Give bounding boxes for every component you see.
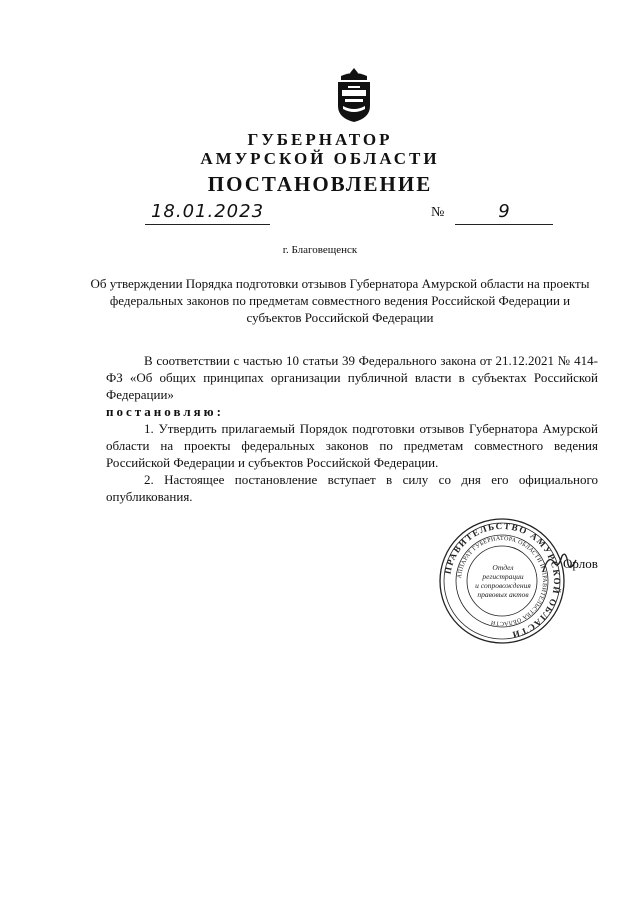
- seal-center-line-1: Отдел: [492, 563, 514, 572]
- seal-center-text: [470, 563, 536, 599]
- seal-center-line-3: и сопровождения: [475, 581, 531, 590]
- signer-name: Орлов: [563, 556, 598, 571]
- city-line: г. Благовещенск: [282, 244, 358, 256]
- seal-inner-text: АППАРАТ ГУБЕРНАТОРА ОБЛАСТИ И ПРАВИТЕЛЬСТВА ОБЛАСТИ: [457, 535, 548, 627]
- seal-center-line-2: регистрации: [482, 572, 524, 581]
- document-number: 9: [455, 200, 553, 225]
- decree-word: постановляю:: [106, 404, 224, 419]
- region-title: АМУРСКОЙ ОБЛАСТИ: [200, 149, 440, 168]
- coat-of-arms-icon: [333, 66, 375, 124]
- seal-center-line-4: правовых актов: [477, 590, 529, 599]
- item-1-paragraph: 1. Утвердить прилагаемый Порядок подготовки отзывов Губернатора Амурской области на проекты федеральных законов по предметам совместного ведения Российской Федерации и субъектов Российской Федерации.: [106, 421, 598, 470]
- number-sign: №: [431, 205, 445, 220]
- item-2-paragraph: 2. Настоящее постановление вступает в силу со дня его официального опубликования.: [106, 472, 598, 504]
- seal-outer-text: ПРАВИТЕЛЬСТВО АМУРСКОЙ ОБЛАСТИ: [442, 520, 563, 641]
- preamble-paragraph: В соответствии с частью 10 статьи 39 Федерального закона от 21.12.2021 № 414-ФЗ «Об общих принципах организации публичной власти в субъектах Российской Федерации»: [106, 353, 598, 402]
- document-subject: Об утверждении Порядка подготовки отзывов Губернатора Амурской области на проекты федеральных законов по предметам совместного ведения Российской Федерации и субъектов Российской Федерации: [90, 276, 590, 325]
- document-body: [106, 352, 598, 505]
- governor-title: ГУБЕРНАТОР: [247, 130, 393, 149]
- document-type: ПОСТАНОВЛЕНИЕ: [207, 172, 433, 196]
- document-date: 18.01.2023: [145, 200, 270, 225]
